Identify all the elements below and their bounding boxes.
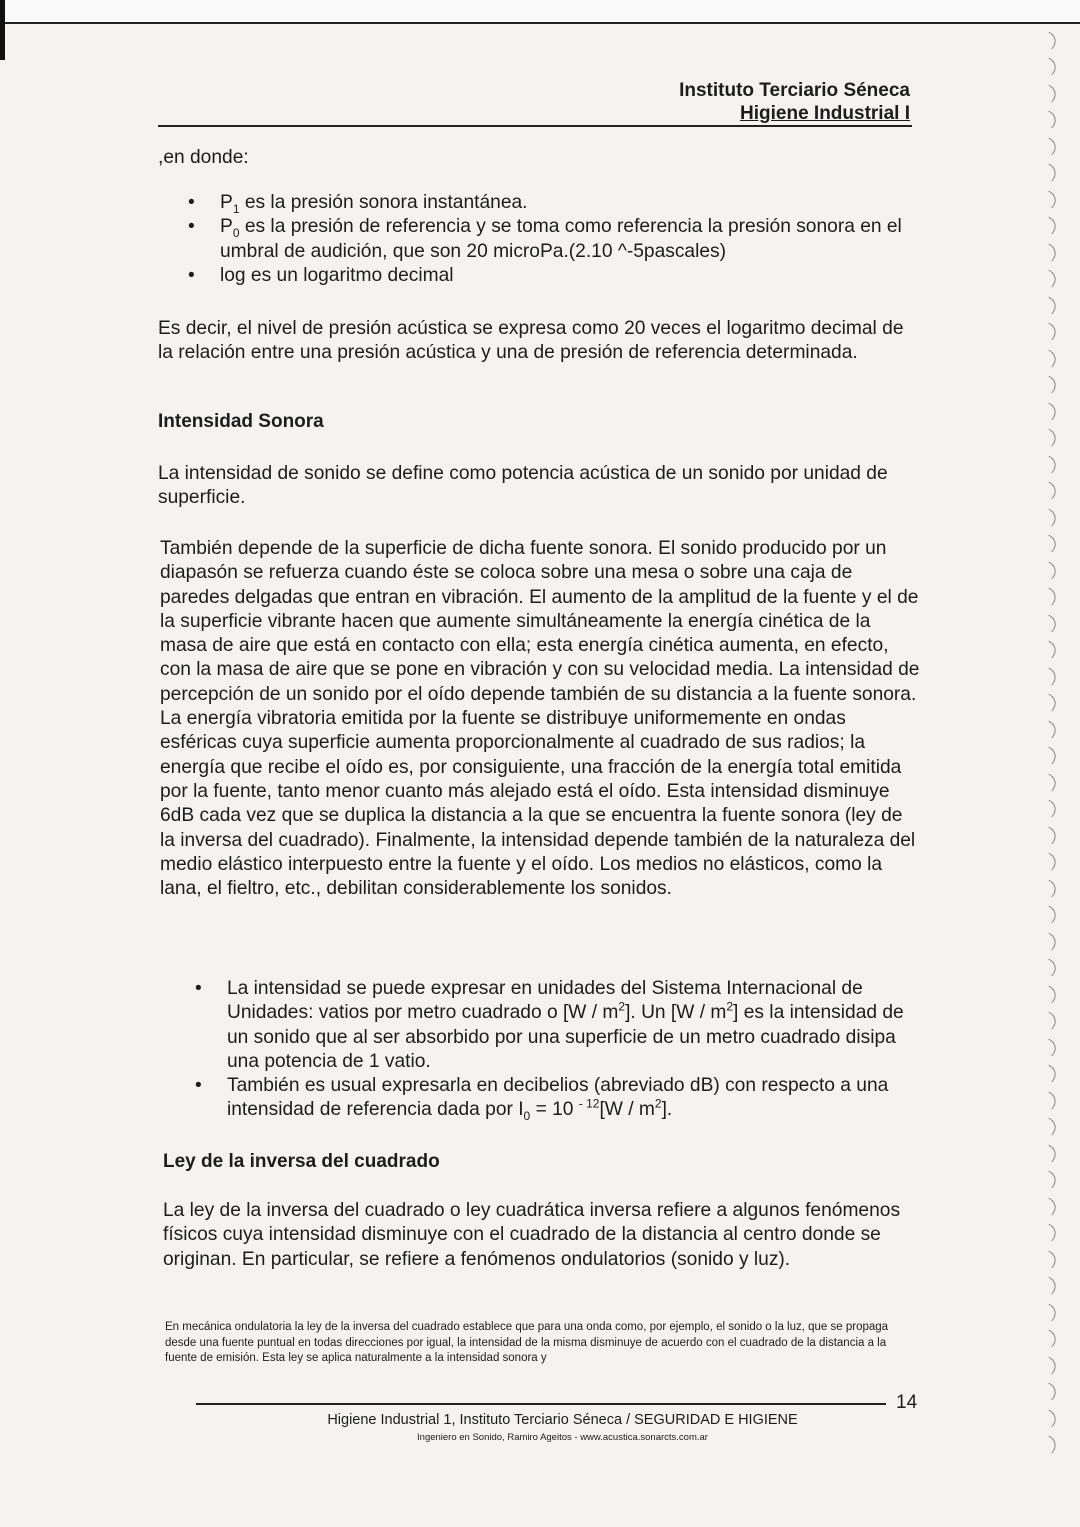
list-item: • log es un logaritmo decimal [188,264,454,286]
page-header [158,80,912,127]
list-item: • $P_0$ es la presión de referencia y se toma como referencia la presión sonora en el umbral de audición, que son 20 microPa.(2.10 ^-5pascales) [188,216,902,262]
paragraph-inverse-square: La ley de la inversa del cuadrado o ley cuadrática inversa refiere a algunos fenómenos físicos cuya intensidad disminuye con el cuadrado de la distancia al centro donde se originan. En particular, se refiere a fenómenos ondulatorios (sonido y luz). [163,1200,901,1270]
scan-left-edge [0,0,5,60]
intro-text: ,en donde: [158,147,249,168]
footer-credit: Ingeniero en Sonido, Ramiro Ageitos - www.acustica.sonarcts.com.ar [417,1432,708,1443]
heading-intensidad: Intensidad Sonora [158,411,324,432]
definition-list [188,191,920,288]
header-institute: Instituto Terciario Séneca [679,80,910,101]
paragraph-intensity-detail: También depende de la superficie de dicha fuente sonora. El sonido producido por un diapasón se refuerza cuando éste se coloca sobre una mesa o sobre una caja de paredes delgadas que entran en vibración. El aumento de la amplitud de la fuente y el de la superficie vibrante hacen que aumente simultáneamente la energía cinética de la masa de aire que está en contacto con ella; esta energía cinética aumenta, en efecto, con la masa de aire que se pone en vibración y con su velocidad media. La intensidad de percepción de un sonido por el oído depende también de su distancia a la fuente sonora. La energía vibratoria emitida por la fuente se distribuye uniformemente en ondas esféricas cuya superficie aumenta proporcionalmente al cuadrado de sus radios; la energía que recibe el oído es, por consiguiente, una fracción de la energía total emitida por la fuente, tanto menor cuanto más alejado está el oído. Esta intensidad disminuye 6dB cada vez que se duplica la distancia a la que se encuentra la fuente sonora (ley de la inversa del cuadrado). Finalmente, la intensidad depende también de la naturaleza del medio elástico interpuesto entre la fuente y el oído. Los medios no elásticos, como la lana, el fieltro, etc., debilitan considerablemente los sonidos. [160,538,920,900]
list-item: • También es usual expresarla en decibelios (abreviado dB) con respecto a una intensidad de referencia dada por $I_0 = 10$ $^{- 12}[W / m^2]$. [195,1075,889,1124]
list-item: • La intensidad se puede expresar en unidades del Sistema Internacional de Unidades: vatios por metro cuadrado o $[W / m^2]$. Un $[W / m^2]$ es la intensidad de un sonido que al ser absorbido por una superficie de un metro cuadrado disipa una potencia de 1 vatio. [195,978,904,1072]
paragraph-definition: La intensidad de sonido se define como potencia acústica de un sonido por unidad de superficie. [158,463,888,509]
heading-inverse-square: Ley de la inversa del cuadrado [163,1151,440,1172]
header-course: Higiene Industrial I [740,103,910,124]
footer-divider [196,1403,886,1405]
ring-binding [1036,20,1066,1500]
footer-title: Higiene Industrial 1, Instituto Terciario Séneca / SEGURIDAD E HIGIENE [327,1412,798,1428]
page-top-edge [0,0,1080,24]
page-number: 14 [896,1392,918,1413]
list-item: • $P_1$ es la presión sonora instantánea. [188,192,528,216]
paragraph-summary: Es decir, el nivel de presión acústica se expresa como 20 veces el logaritmo decimal de la relación entre una presión acústica y una de presión de referencia determinada. [158,318,904,364]
intensity-units-list [195,977,915,1124]
footnote-text: En mecánica ondulatoria la ley de la inversa del cuadrado establece que para una onda como, por ejemplo, el sonido o la luz, que se propaga desde una fuente puntual en todas direcciones por igual, la intensidad de la misma disminuye de acuerdo con el cuadrado de la distancia a la fuente de emisión. Esta ley se aplica naturalmente a la intensidad sonora y [165,1321,889,1364]
